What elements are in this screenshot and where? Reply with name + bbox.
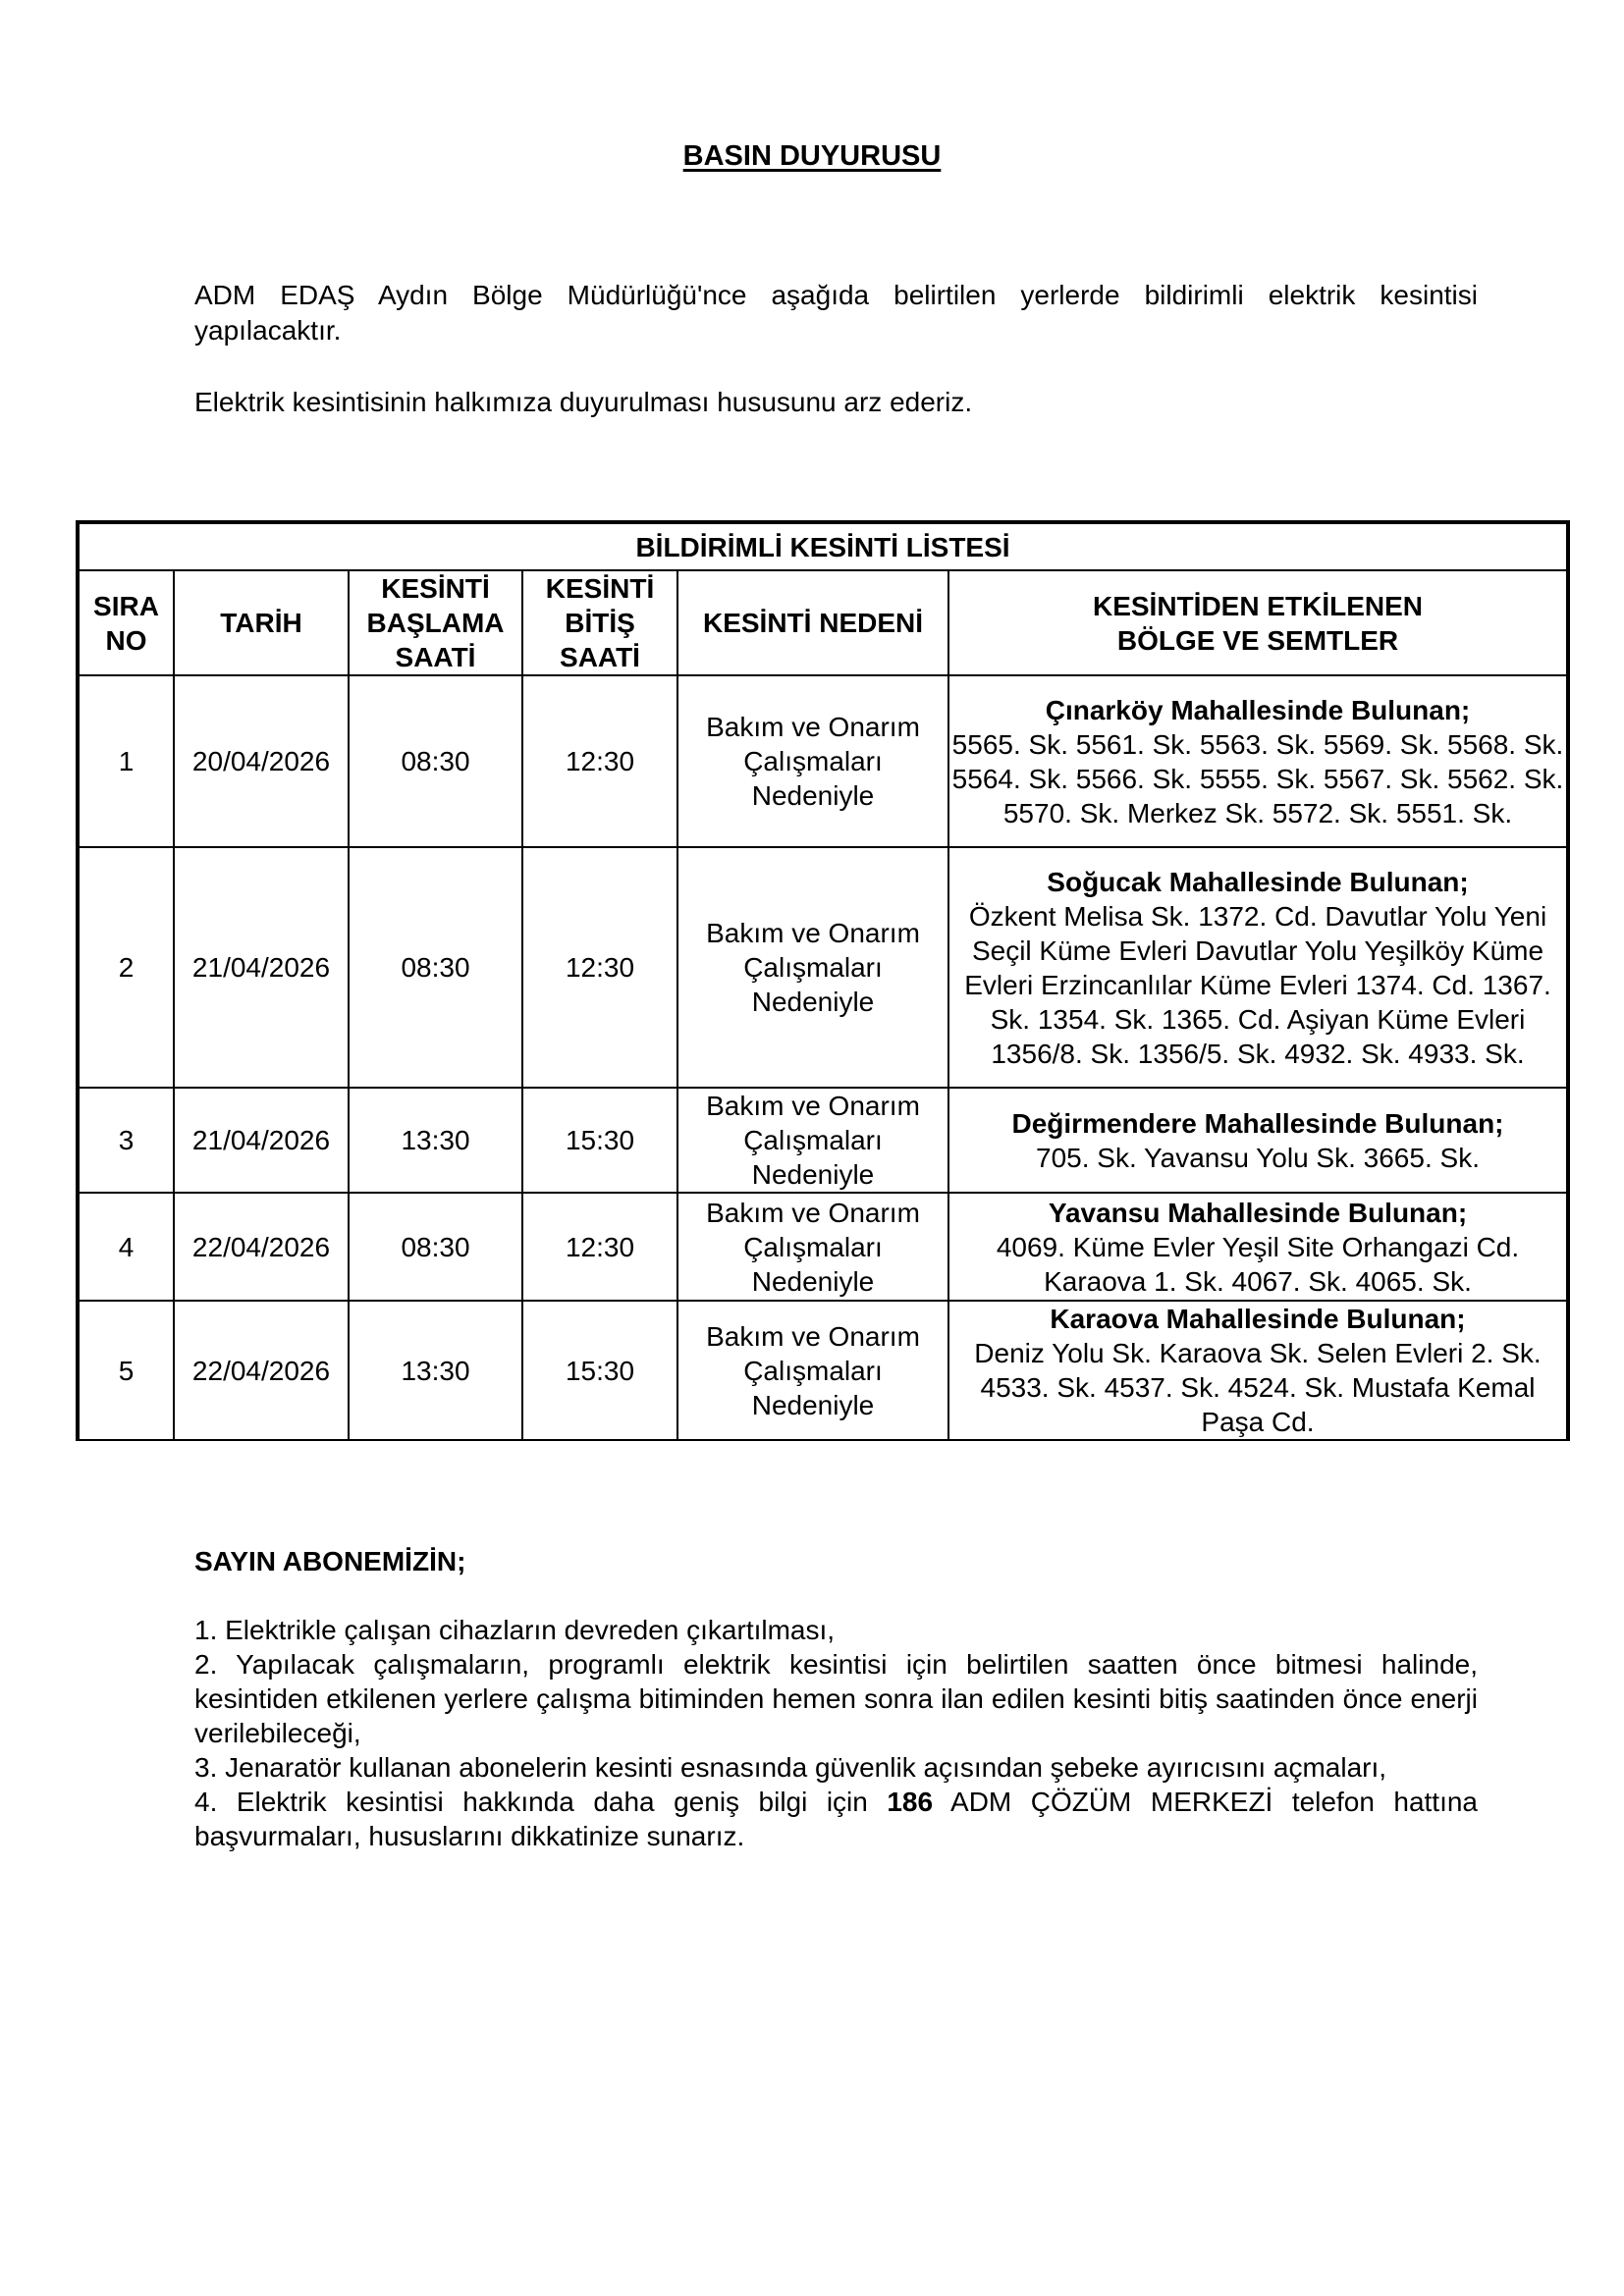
- row-affected-area: [948, 675, 1568, 847]
- hotline-number: 186: [887, 1787, 934, 1817]
- row-reason: Bakım ve Onarım Çalışmaları Nedeniyle: [677, 1088, 948, 1193]
- neighborhood-name: Karaova Mahallesinde Bulunan;: [1050, 1304, 1466, 1334]
- row-no: 3: [78, 1088, 174, 1193]
- header-bitis-saati: KESİNTİ BİTİŞ SAATİ: [522, 570, 677, 675]
- header-kesinti-nedeni: KESİNTİ NEDENİ: [677, 570, 948, 675]
- table-row: [78, 675, 1568, 847]
- table-row: [78, 847, 1568, 1088]
- row-start-time: 08:30: [349, 675, 522, 847]
- street-list: 4069. Küme Evler Yeşil Site Orhangazi Cd. Karaova 1. Sk. 4067. Sk. 4065. Sk.: [996, 1231, 1520, 1297]
- outage-table: [76, 520, 1570, 1441]
- street-list: 705. Sk. Yavansu Yolu Sk. 3665. Sk.: [1036, 1142, 1480, 1173]
- notice-item-2: 2. Yapılacak çalışmaların, programlı elektrik kesintisi için belirtilen saatten önce bitmesi halinde, kesintiden etkilenen yerlere çalışma bitiminden hemen sonra ilan edilen kesinti bitiş saatinden önce enerji verilebileceği,: [194, 1649, 1478, 1748]
- street-list: 5565. Sk. 5561. Sk. 5563. Sk. 5569. Sk. 5568. Sk. 5564. Sk. 5566. Sk. 5555. Sk. 5567. Sk. 5562. Sk. 5570. Sk. Merkez Sk. 5572. Sk. 5551. Sk.: [951, 728, 1564, 828]
- neighborhood-name: Soğucak Mahallesinde Bulunan;: [1047, 866, 1469, 897]
- row-reason: Bakım ve Onarım Çalışmaları Nedeniyle: [677, 1301, 948, 1440]
- row-start-time: 13:30: [349, 1088, 522, 1193]
- table-row: [78, 1301, 1568, 1440]
- table-caption: BİLDİRİMLİ KESİNTİ LİSTESİ: [78, 522, 1568, 570]
- row-no: 1: [78, 675, 174, 847]
- row-date: 21/04/2026: [174, 847, 349, 1088]
- notice-list: [194, 1613, 1478, 1853]
- row-no: 5: [78, 1301, 174, 1440]
- neighborhood-name: Yavansu Mahallesinde Bulunan;: [1048, 1197, 1468, 1228]
- header-tarih: TARİH: [174, 570, 349, 675]
- row-reason: Bakım ve Onarım Çalışmaları Nedeniyle: [677, 1193, 948, 1301]
- row-end-time: 15:30: [522, 1301, 677, 1440]
- row-end-time: 15:30: [522, 1088, 677, 1193]
- row-end-time: 12:30: [522, 675, 677, 847]
- row-start-time: 08:30: [349, 1193, 522, 1301]
- intro-paragraph: [194, 278, 1478, 348]
- intro-line-2: yapılacaktır.: [194, 315, 342, 346]
- table-row: [78, 1193, 1568, 1301]
- closing-paragraph: Elektrik kesintisinin halkımıza duyurulması hususunu arz ederiz.: [194, 387, 973, 417]
- page-title: BASIN DUYURUSU: [682, 140, 942, 172]
- neighborhood-name: Çınarköy Mahallesinde Bulunan;: [1045, 694, 1471, 725]
- header-etkilenen-bolge: KESİNTİDEN ETKİLENEN BÖLGE VE SEMTLER: [948, 570, 1568, 675]
- row-date: 20/04/2026: [174, 675, 349, 847]
- street-list: Deniz Yolu Sk. Karaova Sk. Selen Evleri 2. Sk. 4533. Sk. 4537. Sk. 4524. Sk. Mustafa Kemal Paşa Cd.: [974, 1338, 1542, 1437]
- table-row: [78, 1088, 1568, 1193]
- row-date: 22/04/2026: [174, 1193, 349, 1301]
- header-sira-no: SIRA NO: [78, 570, 174, 675]
- notice-item-4: 4. Elektrik kesintisi hakkında daha geniş bilgi için 186 ADM ÇÖZÜM MERKEZİ telefon hattına başvurmaları, hususlarını dikkatinize sunarız.: [194, 1787, 1479, 1851]
- row-affected-area: [948, 1088, 1568, 1193]
- row-start-time: 13:30: [349, 1301, 522, 1440]
- intro-line-1: ADM EDAŞ Aydın Bölge Müdürlüğü'nce aşağıda belirtilen yerlerde bildirimli elektrik kesintisi: [194, 280, 1478, 310]
- row-date: 21/04/2026: [174, 1088, 349, 1193]
- notice-heading: SAYIN ABONEMİZİN;: [194, 1546, 466, 1576]
- row-affected-area: [948, 847, 1568, 1088]
- row-start-time: 08:30: [349, 847, 522, 1088]
- neighborhood-name: Değirmendere Mahallesinde Bulunan;: [1011, 1107, 1504, 1139]
- notice-item-3: 3. Jenaratör kullanan abonelerin kesinti esnasında güvenlik açısından şebeke ayırıcısını açmaları,: [194, 1752, 1387, 1783]
- row-no: 2: [78, 847, 174, 1088]
- row-no: 4: [78, 1193, 174, 1301]
- row-date: 22/04/2026: [174, 1301, 349, 1440]
- row-end-time: 12:30: [522, 1193, 677, 1301]
- row-reason: Bakım ve Onarım Çalışmaları Nedeniyle: [677, 847, 948, 1088]
- row-affected-area: [948, 1301, 1568, 1440]
- header-baslama-saati: KESİNTİ BAŞLAMA SAATİ: [349, 570, 522, 675]
- row-end-time: 12:30: [522, 847, 677, 1088]
- table-header-row: [78, 570, 1568, 675]
- row-reason: Bakım ve Onarım Çalışmaları Nedeniyle: [677, 675, 948, 847]
- row-affected-area: [948, 1193, 1568, 1301]
- notice-item-1: 1. Elektrikle çalışan cihazların devreden çıkartılması,: [194, 1615, 836, 1645]
- street-list: Özkent Melisa Sk. 1372. Cd. Davutlar Yolu Yeni Seçil Küme Evleri Davutlar Yolu Yeşilköy Küme Evleri Erzincanlılar Küme Evleri 1374. Cd. 1367. Sk. 1354. Sk. 1365. Cd. Aşiyan Küme Evleri 1356/8. Sk. 1356/5. Sk. 4932. Sk. 4933. Sk.: [964, 900, 1551, 1069]
